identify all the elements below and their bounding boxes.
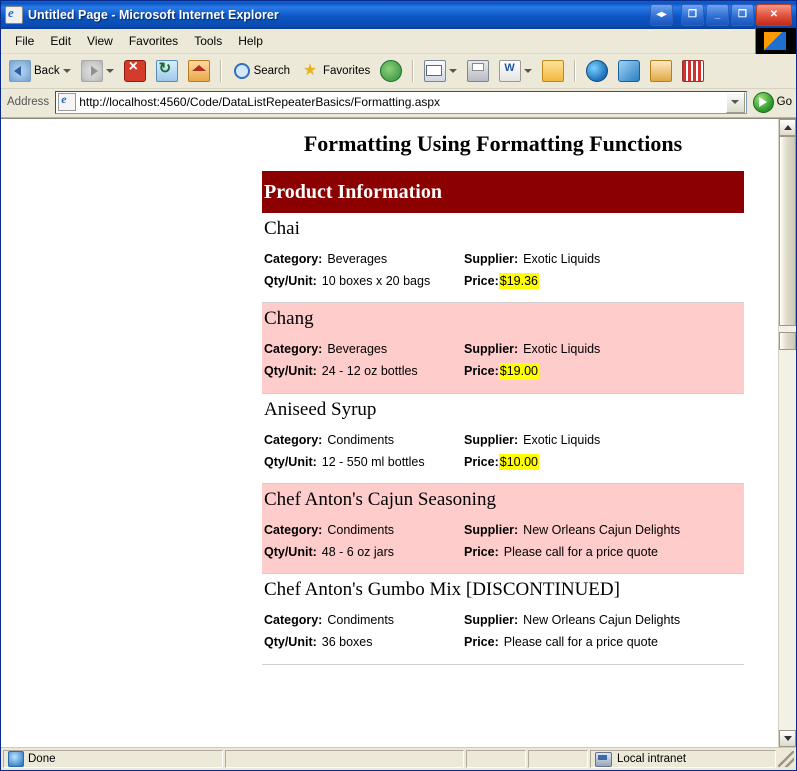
- scrollbar-track[interactable]: [779, 136, 796, 730]
- refresh-button[interactable]: [152, 58, 182, 84]
- edit-page-icon: [499, 60, 521, 82]
- highlight-button[interactable]: [646, 58, 676, 84]
- grid-icon: [682, 60, 704, 82]
- menu-item-tools[interactable]: Tools: [194, 34, 223, 48]
- category-cell: [264, 341, 464, 357]
- history-button[interactable]: [376, 58, 406, 84]
- product-row-2: [264, 631, 744, 653]
- supplier-label: Supplier:: [464, 342, 519, 357]
- go-arrow-icon: [753, 92, 774, 113]
- chevron-down-icon[interactable]: [524, 69, 532, 73]
- toolbar-separator: [220, 60, 222, 82]
- price-cell: [464, 454, 744, 470]
- messenger-button[interactable]: [614, 58, 644, 84]
- qty-unit-value: 24 - 12 oz bottles: [321, 364, 418, 379]
- price-value: Please call for a price quote: [503, 545, 659, 560]
- minimize-button[interactable]: _: [706, 4, 729, 26]
- vertical-scrollbar[interactable]: [778, 119, 796, 747]
- price-value: $10.00: [499, 454, 538, 469]
- category-cell: [264, 251, 464, 267]
- category-label: Category:: [264, 522, 323, 537]
- supplier-cell: [464, 612, 744, 628]
- product-information-list: [262, 171, 744, 665]
- window-title: Untitled Page - Microsoft Internet Explorer: [28, 8, 279, 22]
- home-icon: [188, 60, 210, 82]
- item-spacer: [264, 563, 744, 569]
- page-status-icon: [8, 751, 24, 767]
- list-item: [262, 213, 744, 303]
- list-item: [262, 574, 744, 664]
- qty-unit-value: 12 - 550 ml bottles: [321, 454, 425, 469]
- blog-button[interactable]: [678, 58, 708, 84]
- address-dropdown-button[interactable]: [726, 92, 745, 113]
- price-cell: [464, 363, 744, 379]
- product-row-2: [264, 270, 744, 292]
- supplier-value: Exotic Liquids: [523, 432, 601, 447]
- stop-icon: [124, 60, 146, 82]
- category-value: Condiments: [327, 522, 395, 537]
- security-zone-label: Local intranet: [617, 753, 687, 765]
- category-value: Beverages: [327, 251, 388, 266]
- search-icon: [234, 63, 250, 79]
- title-bar: [1, 1, 796, 29]
- restore-group-button[interactable]: ◂▸: [650, 4, 673, 26]
- chevron-down-icon[interactable]: [63, 69, 71, 73]
- qty-unit-cell: [264, 634, 464, 650]
- refresh-icon: [156, 60, 178, 82]
- qty-unit-label: Qty/Unit:: [264, 545, 317, 560]
- back-button[interactable]: [5, 58, 75, 84]
- forward-arrow-icon: [81, 60, 103, 82]
- product-row-2: [264, 541, 744, 563]
- history-icon: [380, 60, 402, 82]
- windows-flag-logo: [755, 28, 796, 54]
- product-name: Chang: [264, 308, 314, 330]
- edit-button[interactable]: [495, 58, 536, 84]
- price-label: Price:: [464, 545, 499, 560]
- product-row-1: [264, 609, 744, 631]
- toolbar-separator: [574, 60, 576, 82]
- category-label: Category:: [264, 613, 323, 628]
- price-label: Price:: [464, 454, 499, 469]
- star-icon: ★: [302, 62, 318, 79]
- messenger-icon: [618, 60, 640, 82]
- menu-item-help[interactable]: Help: [238, 34, 263, 48]
- back-button-label: Back: [34, 65, 60, 77]
- window-controls: [650, 4, 792, 26]
- web-page: [1, 119, 778, 747]
- menu-bar: [1, 29, 796, 54]
- price-value: Please call for a price quote: [503, 635, 659, 650]
- go-button[interactable]: [751, 92, 792, 113]
- product-row-1: [264, 519, 744, 541]
- windows-flag-icon: [764, 32, 786, 50]
- security-zone-pane: [590, 750, 776, 768]
- qty-unit-value: 10 boxes x 20 bags: [321, 274, 431, 289]
- category-cell: [264, 522, 464, 538]
- globe-icon: [586, 60, 608, 82]
- product-name: Chai: [264, 218, 300, 239]
- category-value: Beverages: [327, 342, 388, 357]
- scroll-up-button[interactable]: [779, 119, 796, 136]
- status-message-pane: [3, 750, 223, 768]
- home-button[interactable]: [184, 58, 214, 84]
- stop-button[interactable]: [120, 58, 150, 84]
- scroll-down-button[interactable]: [779, 730, 796, 747]
- navigation-toolbar: [1, 54, 796, 89]
- favorites-button-label: Favorites: [323, 65, 371, 77]
- menu-item-file[interactable]: File: [15, 34, 35, 48]
- page-title: Formatting Using Formatting Functions: [303, 131, 683, 156]
- network-zone-icon: [595, 752, 612, 767]
- menu-item-edit[interactable]: Edit: [50, 34, 72, 48]
- status-empty-pane-1: [225, 750, 464, 768]
- address-label: Address: [7, 96, 50, 108]
- qty-unit-label: Qty/Unit:: [264, 364, 317, 379]
- product-row-1: [264, 429, 744, 451]
- product-name: Chef Anton's Cajun Seasoning: [264, 489, 496, 511]
- pen-icon: [650, 60, 672, 82]
- qty-unit-value: 48 - 6 oz jars: [321, 545, 395, 560]
- qty-unit-label: Qty/Unit:: [264, 635, 317, 650]
- mail-button[interactable]: [420, 58, 461, 84]
- list-header: Product Information: [262, 171, 744, 213]
- browser-content-area: [1, 118, 796, 747]
- item-spacer: [264, 383, 744, 389]
- discuss-button[interactable]: [582, 58, 612, 84]
- supplier-label: Supplier:: [464, 522, 519, 537]
- price-cell: [464, 634, 744, 650]
- qty-unit-value: 36 boxes: [321, 635, 373, 650]
- price-label: Price:: [464, 635, 499, 650]
- chevron-down-icon[interactable]: [106, 69, 114, 73]
- price-value: $19.00: [499, 364, 538, 379]
- supplier-cell: [464, 522, 744, 538]
- chevron-up-icon: [784, 125, 792, 130]
- menu-item-favorites[interactable]: Favorites: [128, 34, 179, 48]
- supplier-value: New Orleans Cajun Delights: [523, 613, 681, 628]
- address-input[interactable]: [55, 91, 746, 114]
- status-empty-pane-2: [466, 750, 526, 768]
- address-value: http://localhost:4560/Code/DataListRepeaterBasics/Formatting.aspx: [79, 95, 441, 109]
- list-item: [262, 484, 744, 574]
- status-empty-pane-3: [528, 750, 588, 768]
- toolbar-separator: [412, 60, 414, 82]
- category-value: Condiments: [327, 432, 395, 447]
- menu-item-view[interactable]: View: [87, 34, 113, 48]
- price-value: $19.36: [499, 274, 538, 289]
- category-label: Category:: [264, 251, 323, 266]
- status-message: Done: [28, 753, 56, 765]
- scrollbar-thumb[interactable]: [779, 136, 796, 326]
- list-item: [262, 303, 744, 393]
- supplier-cell: [464, 432, 744, 448]
- supplier-label: Supplier:: [464, 432, 519, 447]
- page-favicon-icon: [58, 93, 76, 111]
- price-cell: [464, 273, 744, 289]
- category-cell: [264, 612, 464, 628]
- supplier-label: Supplier:: [464, 613, 519, 628]
- qty-unit-cell: [264, 454, 464, 470]
- product-name: Chef Anton's Gumbo Mix [DISCONTINUED]: [264, 579, 620, 601]
- ie-page-icon: [5, 6, 23, 24]
- chevron-down-icon[interactable]: [449, 69, 457, 73]
- product-row-1: [264, 338, 744, 360]
- qty-unit-cell: [264, 273, 464, 289]
- product-row-2: [264, 360, 744, 382]
- item-spacer: [264, 654, 744, 660]
- close-button[interactable]: ✕: [756, 4, 792, 26]
- category-cell: [264, 432, 464, 448]
- item-spacer: [264, 473, 744, 479]
- address-bar: [1, 89, 796, 118]
- chevron-down-icon: [784, 736, 792, 741]
- search-button[interactable]: [228, 58, 294, 84]
- category-label: Category:: [264, 432, 323, 447]
- supplier-value: New Orleans Cajun Delights: [523, 522, 681, 537]
- page-content: [1, 131, 761, 665]
- list-item: [262, 394, 744, 484]
- folder-button[interactable]: [538, 58, 568, 84]
- qty-unit-cell: [264, 363, 464, 379]
- maximize-button[interactable]: ❐: [731, 4, 754, 26]
- category-value: Condiments: [327, 613, 395, 628]
- window-resize-grip[interactable]: [778, 751, 794, 767]
- scrollbar-secondary-thumb[interactable]: [779, 332, 796, 350]
- print-button[interactable]: [463, 58, 493, 84]
- forward-button[interactable]: [77, 58, 118, 84]
- product-name: Aniseed Syrup: [264, 398, 377, 420]
- item-spacer: [264, 292, 744, 298]
- price-label: Price:: [464, 274, 499, 289]
- price-cell: [464, 544, 744, 560]
- go-button-label: Go: [776, 96, 792, 108]
- product-row-1: [264, 248, 744, 270]
- price-label: Price:: [464, 364, 499, 379]
- product-row-2: [264, 451, 744, 473]
- folder-icon: [542, 60, 564, 82]
- chevron-down-icon: [731, 100, 739, 104]
- category-label: Category:: [264, 342, 323, 357]
- supplier-cell: [464, 251, 744, 267]
- favorites-button[interactable]: [296, 59, 374, 83]
- supplier-value: Exotic Liquids: [523, 342, 601, 357]
- qty-unit-label: Qty/Unit:: [264, 454, 317, 469]
- mail-icon: [424, 60, 446, 82]
- supplier-label: Supplier:: [464, 251, 519, 266]
- group-window-button[interactable]: ❐: [681, 4, 704, 26]
- supplier-cell: [464, 341, 744, 357]
- supplier-value: Exotic Liquids: [523, 251, 601, 266]
- qty-unit-label: Qty/Unit:: [264, 274, 317, 289]
- printer-icon: [467, 60, 489, 82]
- status-bar: [1, 747, 796, 770]
- back-arrow-icon: [9, 60, 31, 82]
- search-button-label: Search: [253, 65, 291, 77]
- qty-unit-cell: [264, 544, 464, 560]
